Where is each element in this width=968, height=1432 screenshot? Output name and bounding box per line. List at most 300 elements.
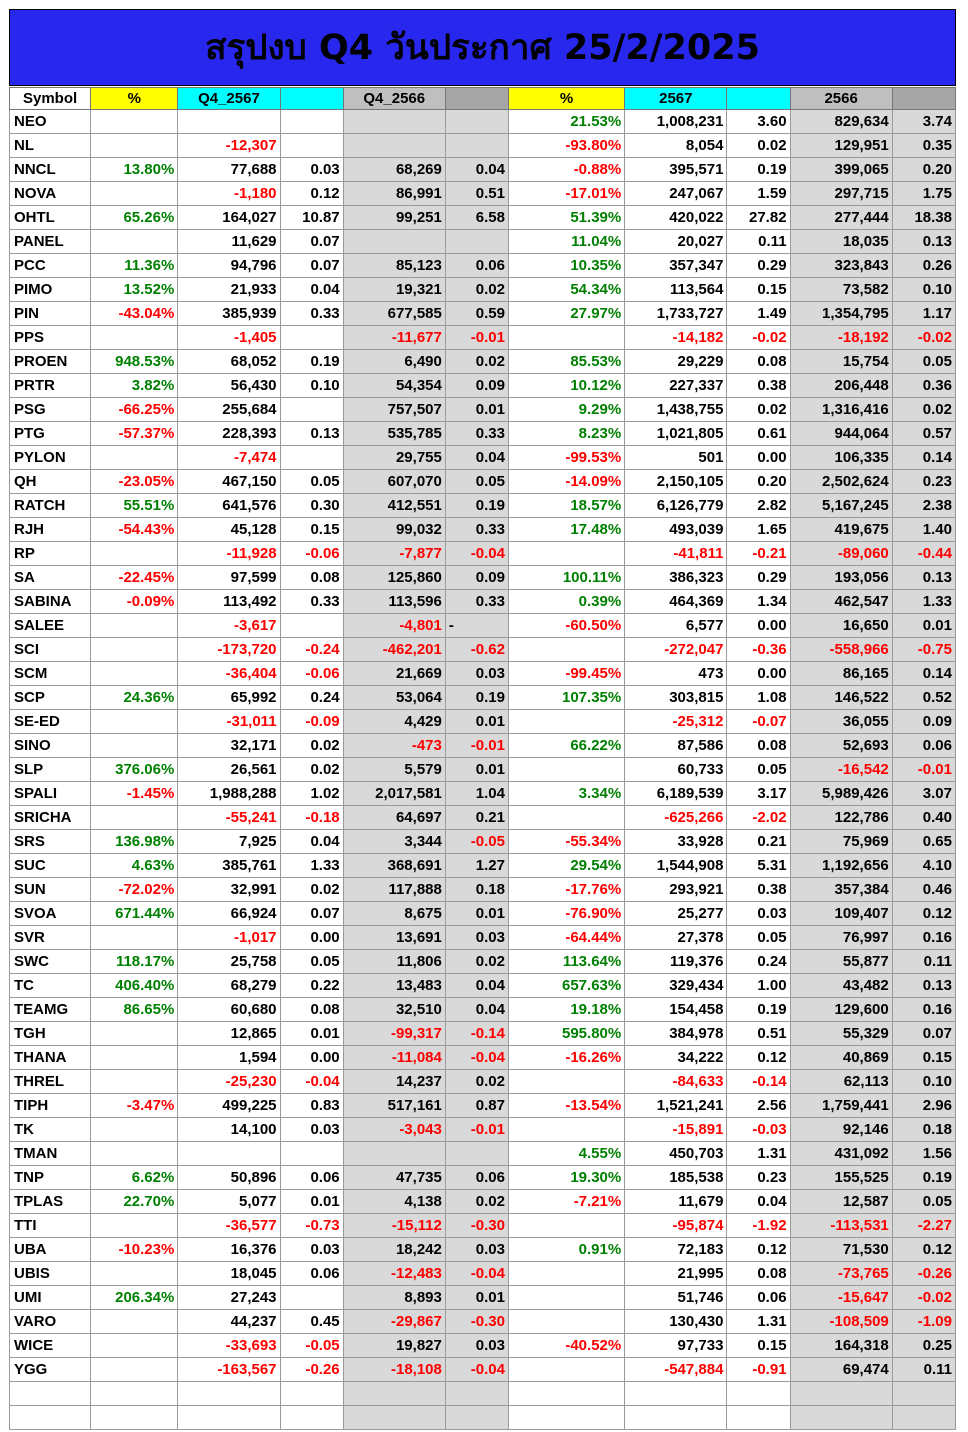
cell-q4-pct bbox=[91, 110, 178, 134]
cell-y2567-eps bbox=[727, 1382, 790, 1406]
cell-year-pct bbox=[508, 542, 624, 566]
cell-symbol: TTI bbox=[10, 1214, 91, 1238]
cell-q4-2566: 18,242 bbox=[343, 1238, 445, 1262]
cell-y2567: -625,266 bbox=[625, 806, 727, 830]
cell-symbol: VARO bbox=[10, 1310, 91, 1334]
table-row bbox=[10, 1070, 956, 1094]
cell-y2566: 462,547 bbox=[790, 590, 892, 614]
cell-q4-2566-eps: 0.04 bbox=[445, 974, 508, 998]
cell-year-pct: 4.55% bbox=[508, 1142, 624, 1166]
cell-q4-2567: 7,925 bbox=[178, 830, 280, 854]
cell-q4-pct: 55.51% bbox=[91, 494, 178, 518]
cell-y2566-eps: 0.13 bbox=[892, 566, 955, 590]
cell-q4-2566-eps: 0.02 bbox=[445, 1070, 508, 1094]
cell-symbol: UMI bbox=[10, 1286, 91, 1310]
cell-q4-2567-eps: -0.18 bbox=[280, 806, 343, 830]
cell-q4-2566-eps: -0.04 bbox=[445, 1046, 508, 1070]
cell-y2567-eps: 0.19 bbox=[727, 998, 790, 1022]
cell-y2566-eps: 0.26 bbox=[892, 254, 955, 278]
cell-y2566: 1,354,795 bbox=[790, 302, 892, 326]
cell-symbol: PRTR bbox=[10, 374, 91, 398]
cell-q4-2566: 5,579 bbox=[343, 758, 445, 782]
cell-q4-2567: 385,761 bbox=[178, 854, 280, 878]
cell-y2566-eps: -0.44 bbox=[892, 542, 955, 566]
cell-y2567: 329,434 bbox=[625, 974, 727, 998]
cell-q4-2567-eps: 10.87 bbox=[280, 206, 343, 230]
cell-y2566-eps: 2.38 bbox=[892, 494, 955, 518]
cell-q4-pct bbox=[91, 1406, 178, 1430]
cell-y2567: 247,067 bbox=[625, 182, 727, 206]
cell-q4-2566-eps: 0.04 bbox=[445, 446, 508, 470]
cell-q4-2567-eps: 0.33 bbox=[280, 302, 343, 326]
cell-q4-2566-eps: 0.59 bbox=[445, 302, 508, 326]
cell-y2567: 97,733 bbox=[625, 1334, 727, 1358]
cell-q4-2567: 467,150 bbox=[178, 470, 280, 494]
cell-q4-pct bbox=[91, 182, 178, 206]
cell-symbol: NNCL bbox=[10, 158, 91, 182]
cell-q4-2566-eps: 0.04 bbox=[445, 998, 508, 1022]
cell-symbol: TMAN bbox=[10, 1142, 91, 1166]
cell-q4-2567: 50,896 bbox=[178, 1166, 280, 1190]
cell-q4-2566: 13,691 bbox=[343, 926, 445, 950]
cell-q4-pct: -57.37% bbox=[91, 422, 178, 446]
cell-y2566: 18,035 bbox=[790, 230, 892, 254]
cell-y2567: 1,438,755 bbox=[625, 398, 727, 422]
cell-q4-2567: 1,988,288 bbox=[178, 782, 280, 806]
cell-q4-2566: -4,801 bbox=[343, 614, 445, 638]
cell-y2567: -25,312 bbox=[625, 710, 727, 734]
cell-q4-2566: 535,785 bbox=[343, 422, 445, 446]
cell-y2566: 36,055 bbox=[790, 710, 892, 734]
cell-y2567-eps: 0.19 bbox=[727, 158, 790, 182]
cell-q4-2567-eps: 0.00 bbox=[280, 926, 343, 950]
cell-symbol: SWC bbox=[10, 950, 91, 974]
cell-q4-2567: 60,680 bbox=[178, 998, 280, 1022]
cell-q4-2567-eps: 0.05 bbox=[280, 950, 343, 974]
cell-q4-pct: 86.65% bbox=[91, 998, 178, 1022]
cell-q4-2566-eps: 0.33 bbox=[445, 422, 508, 446]
cell-q4-pct: -22.45% bbox=[91, 566, 178, 590]
cell-y2567-eps: -0.36 bbox=[727, 638, 790, 662]
cell-y2567: 60,733 bbox=[625, 758, 727, 782]
cell-symbol: SRICHA bbox=[10, 806, 91, 830]
table-row bbox=[10, 710, 956, 734]
table-row bbox=[10, 542, 956, 566]
cell-q4-2567-eps: 0.03 bbox=[280, 1118, 343, 1142]
cell-symbol: SVR bbox=[10, 926, 91, 950]
cell-y2566-eps: 0.25 bbox=[892, 1334, 955, 1358]
header-y2566: 2566 bbox=[790, 88, 892, 110]
cell-q4-2566 bbox=[343, 230, 445, 254]
cell-q4-2567-eps bbox=[280, 446, 343, 470]
cell-y2566-eps: 0.65 bbox=[892, 830, 955, 854]
cell-y2567: 25,277 bbox=[625, 902, 727, 926]
table-row bbox=[10, 590, 956, 614]
cell-q4-2567: 97,599 bbox=[178, 566, 280, 590]
cell-y2567-eps: 0.20 bbox=[727, 470, 790, 494]
cell-q4-pct bbox=[91, 1070, 178, 1094]
cell-symbol: SCP bbox=[10, 686, 91, 710]
cell-y2567-eps: -0.14 bbox=[727, 1070, 790, 1094]
cell-year-pct: 51.39% bbox=[508, 206, 624, 230]
cell-y2566-eps: 1.75 bbox=[892, 182, 955, 206]
cell-q4-2566: -29,867 bbox=[343, 1310, 445, 1334]
table-row bbox=[10, 278, 956, 302]
cell-y2566: -113,531 bbox=[790, 1214, 892, 1238]
header-q4-2566: Q4_2566 bbox=[343, 88, 445, 110]
cell-y2567: 8,054 bbox=[625, 134, 727, 158]
cell-y2566: 86,165 bbox=[790, 662, 892, 686]
cell-y2566: 1,759,441 bbox=[790, 1094, 892, 1118]
cell-q4-pct: 24.36% bbox=[91, 686, 178, 710]
cell-q4-2566-eps: 0.18 bbox=[445, 878, 508, 902]
cell-q4-2567: 18,045 bbox=[178, 1262, 280, 1286]
cell-q4-2567: -55,241 bbox=[178, 806, 280, 830]
cell-q4-2566-eps: -0.01 bbox=[445, 1118, 508, 1142]
cell-y2566: 52,693 bbox=[790, 734, 892, 758]
table-row bbox=[10, 806, 956, 830]
cell-q4-2566: 13,483 bbox=[343, 974, 445, 998]
cell-year-pct bbox=[508, 1382, 624, 1406]
cell-q4-pct bbox=[91, 326, 178, 350]
table-row bbox=[10, 1334, 956, 1358]
cell-q4-2567: 255,684 bbox=[178, 398, 280, 422]
cell-q4-pct: 376.06% bbox=[91, 758, 178, 782]
cell-y2566: -16,542 bbox=[790, 758, 892, 782]
cell-year-pct: 54.34% bbox=[508, 278, 624, 302]
cell-symbol: SCM bbox=[10, 662, 91, 686]
cell-y2567-eps: 0.04 bbox=[727, 1190, 790, 1214]
cell-q4-pct: 4.63% bbox=[91, 854, 178, 878]
table-row bbox=[10, 1382, 956, 1406]
cell-year-pct: -99.53% bbox=[508, 446, 624, 470]
cell-y2566-eps: -1.09 bbox=[892, 1310, 955, 1334]
table-row bbox=[10, 350, 956, 374]
cell-y2566: 62,113 bbox=[790, 1070, 892, 1094]
cell-y2567: 303,815 bbox=[625, 686, 727, 710]
cell-y2566-eps: 1.40 bbox=[892, 518, 955, 542]
cell-q4-pct bbox=[91, 1334, 178, 1358]
cell-y2566-eps bbox=[892, 1406, 955, 1430]
cell-y2566-eps: -0.26 bbox=[892, 1262, 955, 1286]
cell-y2566-eps: 0.15 bbox=[892, 1046, 955, 1070]
cell-year-pct: 0.39% bbox=[508, 590, 624, 614]
table-row bbox=[10, 998, 956, 1022]
cell-symbol: YGG bbox=[10, 1358, 91, 1382]
cell-year-pct: 100.11% bbox=[508, 566, 624, 590]
cell-y2567-eps: 0.06 bbox=[727, 1286, 790, 1310]
cell-q4-2566-eps: 0.87 bbox=[445, 1094, 508, 1118]
cell-y2567: 119,376 bbox=[625, 950, 727, 974]
cell-q4-2567: 14,100 bbox=[178, 1118, 280, 1142]
cell-q4-2567: -1,405 bbox=[178, 326, 280, 350]
cell-q4-2566 bbox=[343, 1406, 445, 1430]
cell-q4-2566: -99,317 bbox=[343, 1022, 445, 1046]
cell-symbol: PIMO bbox=[10, 278, 91, 302]
table-row bbox=[10, 878, 956, 902]
cell-y2566-eps: 0.18 bbox=[892, 1118, 955, 1142]
cell-y2566: 129,951 bbox=[790, 134, 892, 158]
cell-q4-2567-eps: -0.26 bbox=[280, 1358, 343, 1382]
table-row bbox=[10, 158, 956, 182]
cell-year-pct: 113.64% bbox=[508, 950, 624, 974]
table-row bbox=[10, 134, 956, 158]
report-sheet bbox=[9, 9, 959, 1429]
table-row bbox=[10, 470, 956, 494]
table-row bbox=[10, 494, 956, 518]
cell-y2566: 106,335 bbox=[790, 446, 892, 470]
cell-q4-pct: 22.70% bbox=[91, 1190, 178, 1214]
cell-symbol: UBA bbox=[10, 1238, 91, 1262]
cell-q4-2566-eps: 0.02 bbox=[445, 278, 508, 302]
cell-q4-2567-eps bbox=[280, 1382, 343, 1406]
cell-y2566-eps: 0.06 bbox=[892, 734, 955, 758]
cell-year-pct: 107.35% bbox=[508, 686, 624, 710]
cell-y2567-eps: 3.60 bbox=[727, 110, 790, 134]
cell-q4-2566: -3,043 bbox=[343, 1118, 445, 1142]
cell-y2567: 27,378 bbox=[625, 926, 727, 950]
cell-y2567-eps: 0.12 bbox=[727, 1238, 790, 1262]
cell-year-pct bbox=[508, 1070, 624, 1094]
cell-q4-2566-eps: -0.01 bbox=[445, 734, 508, 758]
table-row bbox=[10, 614, 956, 638]
cell-symbol: PIN bbox=[10, 302, 91, 326]
table-row bbox=[10, 1238, 956, 1262]
cell-y2567 bbox=[625, 1382, 727, 1406]
cell-q4-2566-eps: 0.04 bbox=[445, 158, 508, 182]
header-q4-2566-eps bbox=[445, 88, 508, 110]
cell-y2566: -108,509 bbox=[790, 1310, 892, 1334]
cell-q4-2567-eps bbox=[280, 110, 343, 134]
cell-y2567: -15,891 bbox=[625, 1118, 727, 1142]
table-row bbox=[10, 1214, 956, 1238]
cell-y2567-eps: 0.02 bbox=[727, 398, 790, 422]
cell-q4-pct bbox=[91, 446, 178, 470]
cell-q4-2567-eps: -0.73 bbox=[280, 1214, 343, 1238]
cell-symbol: THREL bbox=[10, 1070, 91, 1094]
cell-y2566-eps: 0.10 bbox=[892, 1070, 955, 1094]
cell-year-pct: -17.76% bbox=[508, 878, 624, 902]
cell-q4-2567: -33,693 bbox=[178, 1334, 280, 1358]
cell-y2566-eps: 2.96 bbox=[892, 1094, 955, 1118]
cell-y2567-eps: -2.02 bbox=[727, 806, 790, 830]
cell-q4-pct: -66.25% bbox=[91, 398, 178, 422]
cell-y2567-eps: 0.15 bbox=[727, 278, 790, 302]
table-row bbox=[10, 110, 956, 134]
cell-symbol: SVOA bbox=[10, 902, 91, 926]
cell-q4-pct bbox=[91, 806, 178, 830]
cell-y2566-eps: 0.13 bbox=[892, 974, 955, 998]
cell-q4-2567-eps: 0.03 bbox=[280, 158, 343, 182]
cell-y2567: 293,921 bbox=[625, 878, 727, 902]
header-year-pct: % bbox=[508, 88, 624, 110]
cell-q4-2566-eps bbox=[445, 230, 508, 254]
cell-y2567-eps: 1.59 bbox=[727, 182, 790, 206]
cell-y2567-eps: 1.31 bbox=[727, 1142, 790, 1166]
cell-year-pct: -99.45% bbox=[508, 662, 624, 686]
cell-q4-2566 bbox=[343, 110, 445, 134]
cell-symbol: SCI bbox=[10, 638, 91, 662]
cell-q4-2566: 85,123 bbox=[343, 254, 445, 278]
cell-y2566-eps: 0.40 bbox=[892, 806, 955, 830]
cell-q4-2566-eps: 0.01 bbox=[445, 398, 508, 422]
cell-y2566: 40,869 bbox=[790, 1046, 892, 1070]
cell-q4-2566-eps: -0.04 bbox=[445, 1262, 508, 1286]
cell-y2566: 5,167,245 bbox=[790, 494, 892, 518]
cell-q4-pct bbox=[91, 230, 178, 254]
cell-y2567-eps: -0.02 bbox=[727, 326, 790, 350]
cell-year-pct: -7.21% bbox=[508, 1190, 624, 1214]
cell-q4-2566 bbox=[343, 1142, 445, 1166]
cell-y2567-eps: 0.05 bbox=[727, 758, 790, 782]
cell-q4-2566: 125,860 bbox=[343, 566, 445, 590]
cell-y2567: -84,633 bbox=[625, 1070, 727, 1094]
cell-y2567: 1,544,908 bbox=[625, 854, 727, 878]
cell-symbol: RP bbox=[10, 542, 91, 566]
cell-q4-2567-eps bbox=[280, 1406, 343, 1430]
cell-y2566-eps: 0.12 bbox=[892, 1238, 955, 1262]
cell-y2566-eps: 0.13 bbox=[892, 230, 955, 254]
cell-q4-2566-eps: -0.01 bbox=[445, 326, 508, 350]
cell-year-pct: 657.63% bbox=[508, 974, 624, 998]
table-row bbox=[10, 830, 956, 854]
cell-y2566: 15,754 bbox=[790, 350, 892, 374]
cell-year-pct: 27.97% bbox=[508, 302, 624, 326]
cell-q4-pct: 65.26% bbox=[91, 206, 178, 230]
cell-y2566: 5,989,426 bbox=[790, 782, 892, 806]
cell-y2567: 227,337 bbox=[625, 374, 727, 398]
cell-y2566: -558,966 bbox=[790, 638, 892, 662]
cell-y2567: 386,323 bbox=[625, 566, 727, 590]
cell-y2566: 122,786 bbox=[790, 806, 892, 830]
cell-q4-2566-eps bbox=[445, 134, 508, 158]
cell-q4-2566-eps: 0.01 bbox=[445, 1286, 508, 1310]
cell-year-pct: 18.57% bbox=[508, 494, 624, 518]
cell-y2566-eps: 0.16 bbox=[892, 926, 955, 950]
cell-q4-2566: 19,827 bbox=[343, 1334, 445, 1358]
cell-y2567-eps: -1.92 bbox=[727, 1214, 790, 1238]
table-row bbox=[10, 926, 956, 950]
cell-q4-2567: 5,077 bbox=[178, 1190, 280, 1214]
cell-y2567-eps: 5.31 bbox=[727, 854, 790, 878]
cell-q4-2566-eps: -0.04 bbox=[445, 542, 508, 566]
cell-y2566: -18,192 bbox=[790, 326, 892, 350]
cell-q4-2566-eps: 0.06 bbox=[445, 1166, 508, 1190]
cell-y2566: 431,092 bbox=[790, 1142, 892, 1166]
cell-y2566: 419,675 bbox=[790, 518, 892, 542]
table-row bbox=[10, 662, 956, 686]
cell-year-pct: -55.34% bbox=[508, 830, 624, 854]
header-y2566-eps bbox=[892, 88, 955, 110]
cell-q4-2566-eps: 0.06 bbox=[445, 254, 508, 278]
cell-q4-2566: 53,064 bbox=[343, 686, 445, 710]
cell-y2567: 384,978 bbox=[625, 1022, 727, 1046]
cell-q4-2567-eps: 0.07 bbox=[280, 902, 343, 926]
table-row bbox=[10, 1262, 956, 1286]
cell-y2566: 193,056 bbox=[790, 566, 892, 590]
cell-q4-pct: 206.34% bbox=[91, 1286, 178, 1310]
cell-y2567-eps: 0.23 bbox=[727, 1166, 790, 1190]
cell-q4-2567-eps: 0.15 bbox=[280, 518, 343, 542]
cell-year-pct bbox=[508, 1358, 624, 1382]
cell-q4-2567: 68,279 bbox=[178, 974, 280, 998]
cell-y2566: 129,600 bbox=[790, 998, 892, 1022]
table-row bbox=[10, 758, 956, 782]
header-y2567: 2567 bbox=[625, 88, 727, 110]
cell-year-pct bbox=[508, 806, 624, 830]
table-row bbox=[10, 302, 956, 326]
cell-q4-2567: 385,939 bbox=[178, 302, 280, 326]
cell-q4-2566-eps: 0.01 bbox=[445, 710, 508, 734]
cell-y2567-eps: 0.29 bbox=[727, 566, 790, 590]
cell-symbol: SRS bbox=[10, 830, 91, 854]
cell-q4-2566: 412,551 bbox=[343, 494, 445, 518]
cell-q4-2567: 27,243 bbox=[178, 1286, 280, 1310]
cell-y2567: 395,571 bbox=[625, 158, 727, 182]
cell-symbol: RJH bbox=[10, 518, 91, 542]
cell-y2567 bbox=[625, 1406, 727, 1430]
cell-symbol: NOVA bbox=[10, 182, 91, 206]
cell-q4-pct: 136.98% bbox=[91, 830, 178, 854]
cell-q4-2567: -163,567 bbox=[178, 1358, 280, 1382]
cell-q4-pct bbox=[91, 614, 178, 638]
cell-y2566: 206,448 bbox=[790, 374, 892, 398]
cell-y2566-eps: 0.16 bbox=[892, 998, 955, 1022]
cell-q4-2566-eps: -0.14 bbox=[445, 1022, 508, 1046]
cell-y2566-eps: -2.27 bbox=[892, 1214, 955, 1238]
cell-q4-2567-eps bbox=[280, 326, 343, 350]
cell-q4-2567: -36,577 bbox=[178, 1214, 280, 1238]
cell-year-pct: 8.23% bbox=[508, 422, 624, 446]
cell-y2566-eps: 3.74 bbox=[892, 110, 955, 134]
cell-symbol: PROEN bbox=[10, 350, 91, 374]
cell-symbol: SALEE bbox=[10, 614, 91, 638]
cell-year-pct: 595.80% bbox=[508, 1022, 624, 1046]
cell-q4-2567-eps: 0.08 bbox=[280, 566, 343, 590]
cell-q4-2566: -7,877 bbox=[343, 542, 445, 566]
cell-y2567-eps: 0.08 bbox=[727, 1262, 790, 1286]
cell-year-pct: 17.48% bbox=[508, 518, 624, 542]
cell-q4-pct: 118.17% bbox=[91, 950, 178, 974]
cell-q4-2567-eps: 0.05 bbox=[280, 470, 343, 494]
cell-symbol: TPLAS bbox=[10, 1190, 91, 1214]
table-row bbox=[10, 1142, 956, 1166]
cell-q4-2567-eps bbox=[280, 1286, 343, 1310]
cell-q4-2566-eps: 0.01 bbox=[445, 758, 508, 782]
cell-y2567: 1,008,231 bbox=[625, 110, 727, 134]
cell-q4-pct bbox=[91, 926, 178, 950]
cell-q4-2567: 1,594 bbox=[178, 1046, 280, 1070]
cell-q4-pct bbox=[91, 1022, 178, 1046]
cell-year-pct: -17.01% bbox=[508, 182, 624, 206]
cell-q4-2567: -3,617 bbox=[178, 614, 280, 638]
cell-y2566: 297,715 bbox=[790, 182, 892, 206]
cell-y2566: 829,634 bbox=[790, 110, 892, 134]
cell-q4-2567-eps: 0.03 bbox=[280, 1238, 343, 1262]
cell-y2566: 155,525 bbox=[790, 1166, 892, 1190]
cell-y2566-eps: 3.07 bbox=[892, 782, 955, 806]
cell-y2566-eps: 0.01 bbox=[892, 614, 955, 638]
cell-q4-2567-eps: 0.06 bbox=[280, 1166, 343, 1190]
cell-q4-2566: -473 bbox=[343, 734, 445, 758]
cell-y2567: 113,564 bbox=[625, 278, 727, 302]
cell-year-pct bbox=[508, 758, 624, 782]
cell-y2566: 92,146 bbox=[790, 1118, 892, 1142]
cell-symbol: QH bbox=[10, 470, 91, 494]
cell-q4-2566: 113,596 bbox=[343, 590, 445, 614]
cell-y2566: 357,384 bbox=[790, 878, 892, 902]
table-row bbox=[10, 638, 956, 662]
